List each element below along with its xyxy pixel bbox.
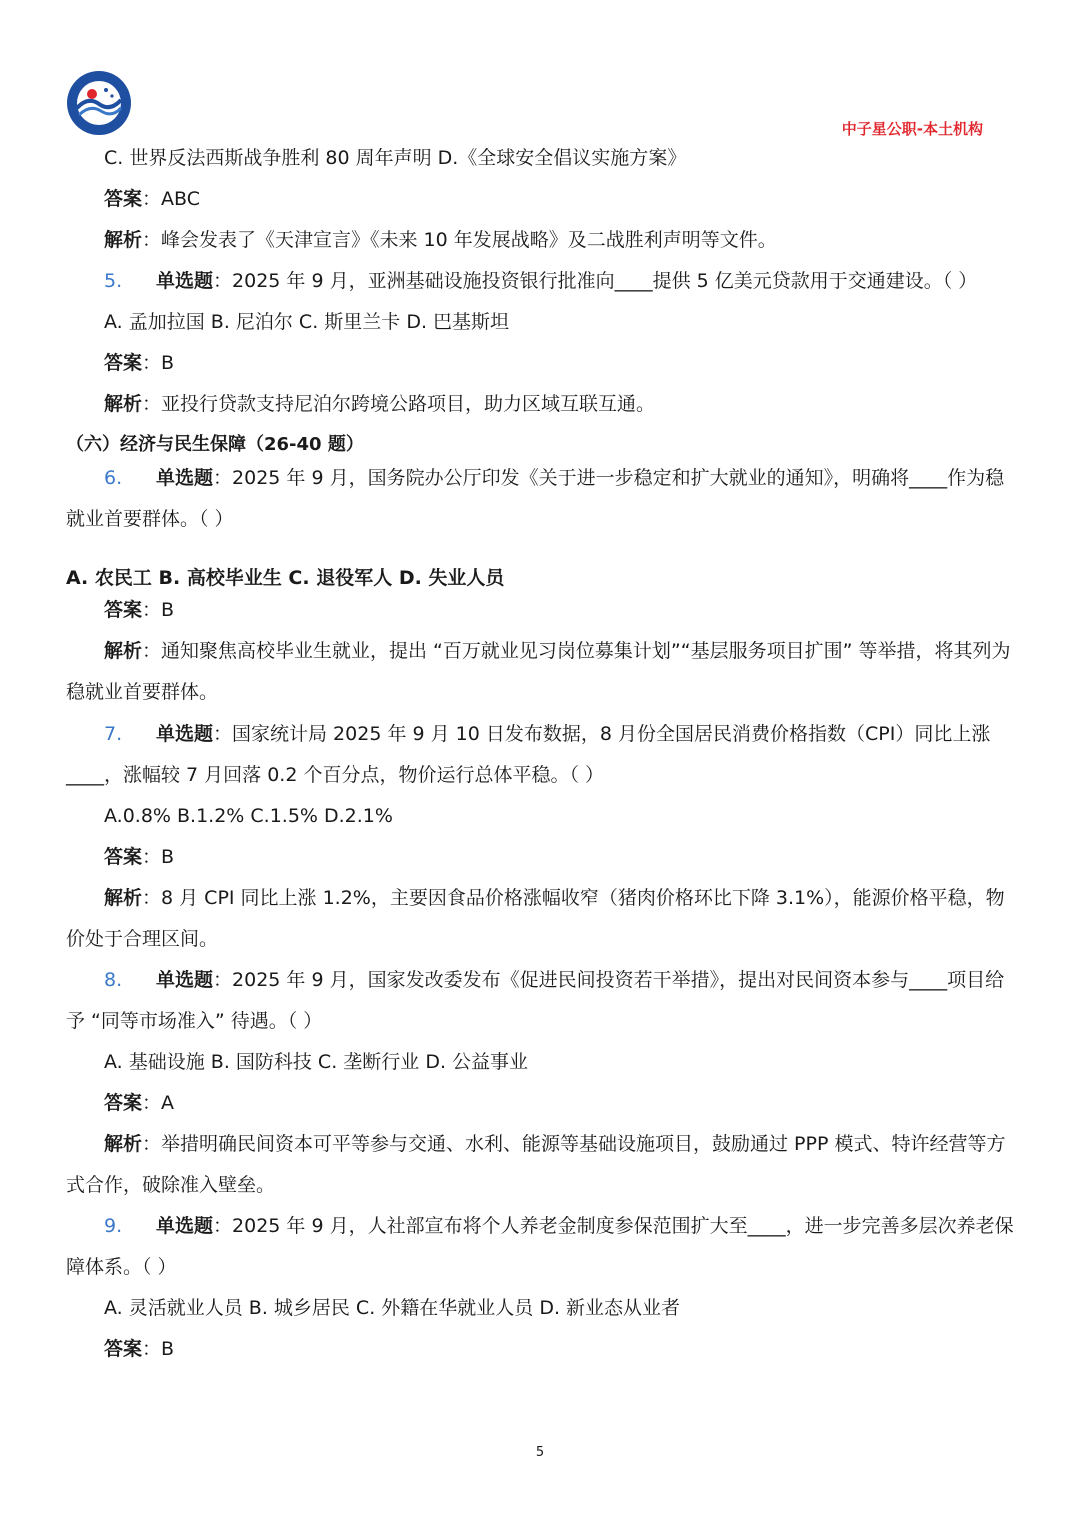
- answer-value: ：B: [142, 1338, 175, 1360]
- section-title: （六）经济与民生保障（26-40 题）: [66, 434, 364, 455]
- q8-analysis-cont: 式合作，破除准入壁垒。: [66, 1174, 276, 1196]
- q6-answer: [104, 598, 174, 622]
- answer-value: ：B: [142, 352, 175, 374]
- question-stem: ：2025 年 9 月，亚洲基础设施投资银行批准向____提供 5 亿美元贷款用于交通建设。（ ）: [213, 270, 978, 292]
- logo: [66, 70, 132, 136]
- answer-label: 答案: [104, 188, 143, 210]
- q7-analysis: [104, 886, 1005, 910]
- question-type: 单选题: [156, 969, 214, 991]
- q8-analysis: [104, 1132, 1005, 1156]
- answer-value: ：B: [142, 846, 175, 868]
- analysis-label: 解析: [104, 229, 143, 251]
- q7-stem: [104, 722, 990, 746]
- q6-stem: [104, 466, 1004, 490]
- q4-options-cd: C. 世界反法西斯战争胜利 80 周年声明 D.《全球安全倡议实施方案》: [104, 147, 687, 169]
- answer-label: 答案: [104, 1092, 143, 1114]
- question-type: 单选题: [156, 723, 214, 745]
- q9-stem: [104, 1214, 1014, 1238]
- question-stem: ：2025 年 9 月，国家发改委发布《促进民间投资若干举措》，提出对民间资本参与____项目给: [213, 969, 1005, 991]
- analysis-label: 解析: [104, 887, 143, 909]
- question-stem: ：2025 年 9 月，人社部宣布将个人养老金制度参保范围扩大至____，进一步完善多层次养老保: [213, 1215, 1014, 1237]
- answer-label: 答案: [104, 352, 143, 374]
- q7-analysis-cont: 价处于合理区间。: [66, 928, 219, 950]
- q7-options: A.0.8% B.1.2% C.1.5% D.2.1%: [104, 805, 393, 827]
- question-number: 6.: [104, 467, 123, 489]
- question-stem: ：2025 年 9 月，国务院办公厅印发《关于进一步稳定和扩大就业的通知》，明确将____作为稳: [213, 467, 1005, 489]
- question-number: 5.: [104, 270, 123, 292]
- analysis-text: ：峰会发表了《天津宣言》《未来 10 年发展战略》及二战胜利声明等文件。: [142, 229, 777, 251]
- question-type: 单选题: [156, 1215, 214, 1237]
- brand-name: 中子星公职-本土机构: [841, 120, 983, 138]
- q9-options: A. 灵活就业人员 B. 城乡居民 C. 外籍在华就业人员 D. 新业态从业者: [104, 1297, 681, 1319]
- q8-stem: [104, 968, 1004, 992]
- answer-label: 答案: [104, 1338, 143, 1360]
- answer-label: 答案: [104, 599, 143, 621]
- answer-value: ：B: [142, 599, 175, 621]
- question-number: 7.: [104, 723, 123, 745]
- q9-answer: [104, 1337, 174, 1361]
- q5-options: A. 孟加拉国 B. 尼泊尔 C. 斯里兰卡 D. 巴基斯坦: [104, 311, 510, 333]
- q5-answer: [104, 351, 174, 375]
- q4-analysis: [104, 228, 777, 252]
- q7-stem-cont: ____，涨幅较 7 月回落 0.2 个百分点，物价运行总体平稳。（ ）: [66, 764, 605, 786]
- question-type: 单选题: [156, 270, 214, 292]
- page-number: 5: [535, 1445, 545, 1460]
- q6-stem-cont: 就业首要群体。（ ）: [66, 508, 234, 530]
- q8-answer: [104, 1091, 174, 1115]
- question-number: 9.: [104, 1215, 123, 1237]
- q8-stem-cont: 予 “同等市场准入” 待遇。（ ）: [66, 1010, 323, 1032]
- q6-analysis: [104, 639, 1010, 663]
- analysis-text: ：亚投行贷款支持尼泊尔跨境公路项目，助力区域互联互通。: [142, 393, 656, 415]
- q8-options: A. 基础设施 B. 国防科技 C. 垄断行业 D. 公益事业: [104, 1051, 529, 1073]
- question-stem: ：国家统计局 2025 年 9 月 10 日发布数据，8 月份全国居民消费价格指数（CPI）同比上涨: [213, 723, 991, 745]
- answer-label: 答案: [104, 846, 143, 868]
- question-type: 单选题: [156, 467, 214, 489]
- analysis-text: ：通知聚焦高校毕业生就业，提出 “百万就业见习岗位募集计划”“基层服务项目扩围” 等举措，将其列为: [142, 640, 1011, 662]
- q6-analysis-cont: 稳就业首要群体。: [66, 681, 219, 703]
- q9-stem-cont: 障体系。（ ）: [66, 1256, 177, 1278]
- q5-stem: [104, 269, 977, 293]
- answer-value: ：A: [142, 1092, 175, 1114]
- question-number: 8.: [104, 969, 123, 991]
- analysis-label: 解析: [104, 1133, 143, 1155]
- analysis-text: ：举措明确民间资本可平等参与交通、水利、能源等基础设施项目，鼓励通过 PPP 模式、特许经营等方: [142, 1133, 1006, 1155]
- analysis-text: ：8 月 CPI 同比上涨 1.2%，主要因食品价格涨幅收窄（猪肉价格环比下降 3.1%），能源价格平稳，物: [142, 887, 1005, 909]
- q4-answer: [104, 187, 200, 211]
- analysis-label: 解析: [104, 393, 143, 415]
- analysis-label: 解析: [104, 640, 143, 662]
- logo-emblem-icon: [66, 70, 132, 136]
- q7-answer: [104, 845, 174, 869]
- answer-value: ：ABC: [142, 188, 200, 210]
- q6-options: A. 农民工 B. 高校毕业生 C. 退役军人 D. 失业人员: [66, 567, 505, 589]
- q5-analysis: [104, 392, 655, 416]
